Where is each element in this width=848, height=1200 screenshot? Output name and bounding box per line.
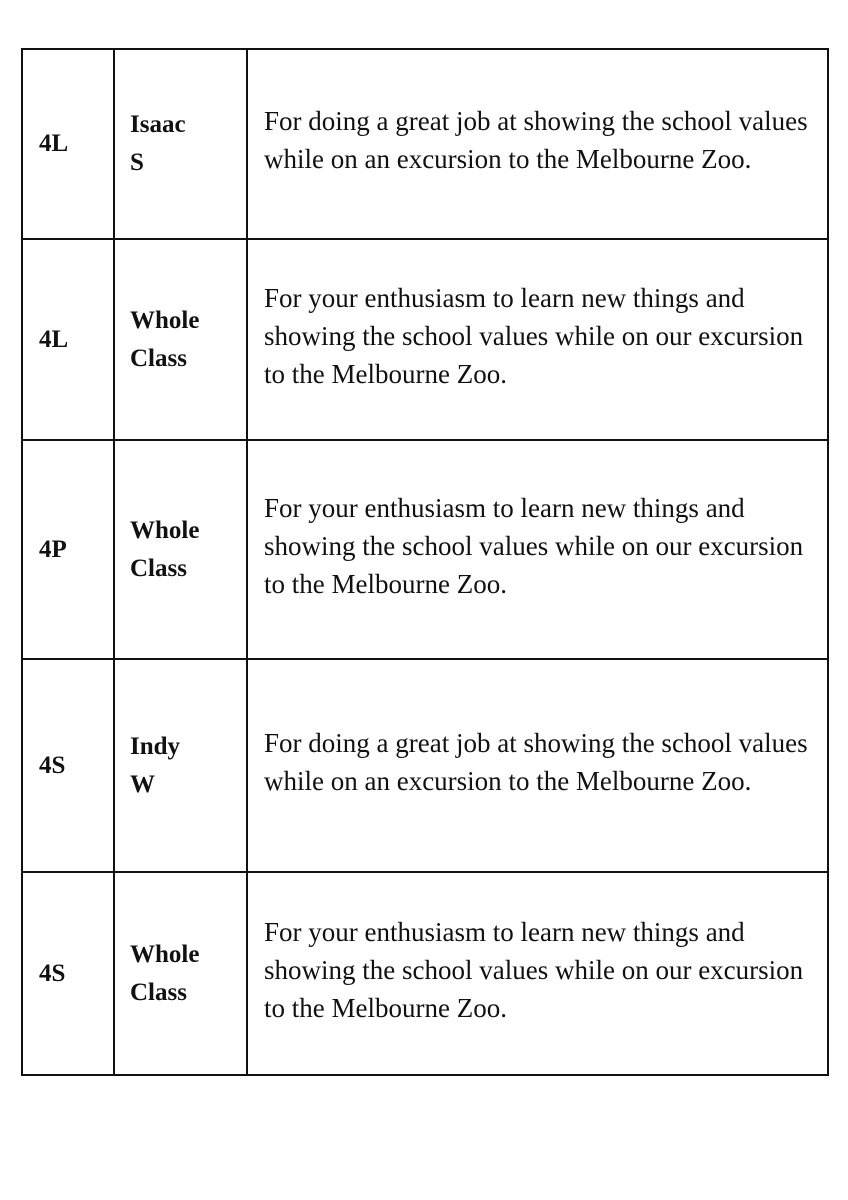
student-name-line: Whole [130, 940, 200, 968]
table-row [22, 659, 828, 872]
student-name-cell [114, 872, 247, 1075]
student-name-line: W [130, 770, 155, 798]
student-name-line: Class [130, 344, 187, 372]
award-description-cell: For your enthusiasm to learn new things and showing the school values while on our excursion to the Melbourne Zoo. [247, 239, 828, 440]
student-name-line: Class [130, 554, 187, 582]
class-cell: 4L [22, 49, 114, 239]
class-cell: 4S [22, 659, 114, 872]
class-cell: 4P [22, 440, 114, 659]
awards-table [21, 48, 829, 1076]
table-row [22, 49, 828, 239]
student-name-line: Class [130, 978, 187, 1006]
class-cell: 4S [22, 872, 114, 1075]
table-row [22, 872, 828, 1075]
student-name-line: Whole [130, 306, 200, 334]
table-row [22, 239, 828, 440]
student-name-cell [114, 440, 247, 659]
award-description-cell: For doing a great job at showing the school values while on an excursion to the Melbourne Zoo. [247, 49, 828, 239]
student-name-line: Indy [130, 732, 181, 760]
student-name-cell [114, 239, 247, 440]
award-description-cell: For your enthusiasm to learn new things and showing the school values while on our excursion to the Melbourne Zoo. [247, 872, 828, 1075]
table-row [22, 440, 828, 659]
student-name-line: Whole [130, 516, 200, 544]
award-description-cell: For your enthusiasm to learn new things and showing the school values while on our excursion to the Melbourne Zoo. [247, 440, 828, 659]
student-name-cell [114, 49, 247, 239]
award-description-cell: For doing a great job at showing the school values while on an excursion to the Melbourne Zoo. [247, 659, 828, 872]
student-name-cell [114, 659, 247, 872]
class-cell: 4L [22, 239, 114, 440]
student-name-line: S [130, 149, 144, 176]
student-name-line: Isaac [130, 111, 186, 138]
